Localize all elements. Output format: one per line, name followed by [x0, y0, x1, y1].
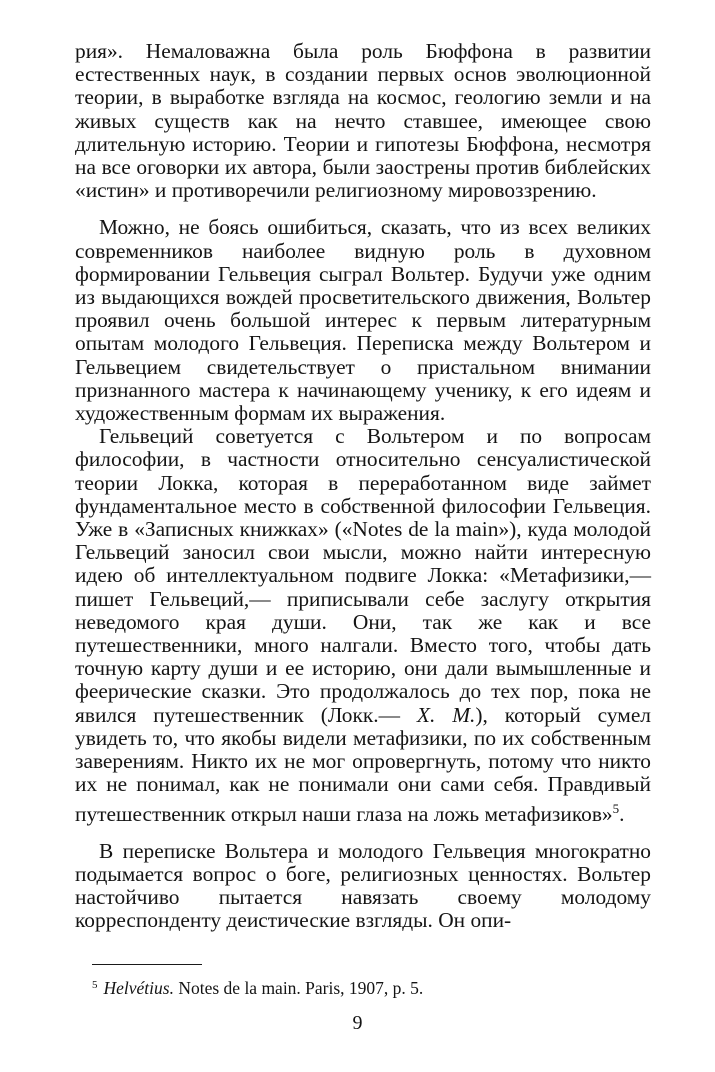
paragraph-3-text-after: ), который сумел увидеть то, что якобы видели метафизики, по их собственным заверениям. Никто их не мог опровергнуть, потому что никто их не понимал, как не понимали они сами себя. Правдивый путешественник открыл наши глаза на ложь метафизиков»	[75, 702, 651, 826]
main-text	[75, 40, 651, 933]
paragraph-3	[75, 425, 651, 825]
footnote	[92, 974, 652, 999]
paragraph-3-text-before: Гельвеций советуется с Вольтером и по вопросам философии, в частности относительно сенсуалистической теории Локка, которая в переработанном виде займет фундаментальное место в собственной философии Гельвеция. Уже в «Записных книжках» («Notes de la main»), куда молодой Гельвеций заносил свои мысли, можно найти интересную идею об интеллектуальном подвиге Локка: «Метафизики,— пишет Гельвеций,— приписывали себе заслугу открытия неведомого края души. Они, так же как и все путешественники, много налгали. Вместо того, чтобы дать точную карту души и ее историю, они дали вымышленные и феерические сказки. Это продолжалось до тех пор, пока не явился путешественник (Локк.—	[75, 424, 651, 727]
paragraph-1: рия». Немаловажна была роль Бюффона в развитии естественных наук, в создании первых основ эволюционной теории, в выработке взгляда на космос, геологию земли и на живых существ как на нечто ставшее, имеющее свою длительную историю. Теории и гипотезы Бюффона, несмотря на все оговорки их автора, были заострены против библейских «истин» и противоречили религиозному мировоззрению.	[75, 39, 651, 203]
footnote-author: Helvétius.	[103, 978, 174, 998]
paragraph-3-trailing: .	[619, 801, 625, 826]
paragraph-4: В переписке Вольтера и молодого Гельвеция многократно подымается вопрос о боге, религиозных ценностях. Вольтер настойчиво пытается навязать своему молодому корреспонденту деистические взгляды. Он опи-	[75, 838, 651, 933]
footnote-text: Notes de la main. Paris, 1907, p. 5.	[173, 978, 424, 998]
page-number: 9	[352, 1012, 363, 1034]
paragraph-2: Можно, не боясь ошибиться, сказать, что из всех великих современников наиболее видную роль в духовном формировании Гельвеция сыграл Вольтер. Будучи уже одним из выдающихся вождей просветительского движения, Вольтер проявил очень большой интерес к первым литературным опытам молодого Гельвеция. Переписка между Вольтером и Гельвецием свидетельствует о пристальном внимании признанного мастера к начинающему ученику, к его идеям и художественным формам их выражения.	[75, 215, 651, 426]
editor-initials: Х. М.	[416, 702, 476, 727]
footnote-divider	[92, 964, 202, 965]
footnote-reference[interactable]: 5	[612, 800, 620, 816]
footnote-mark: 5	[92, 979, 98, 991]
